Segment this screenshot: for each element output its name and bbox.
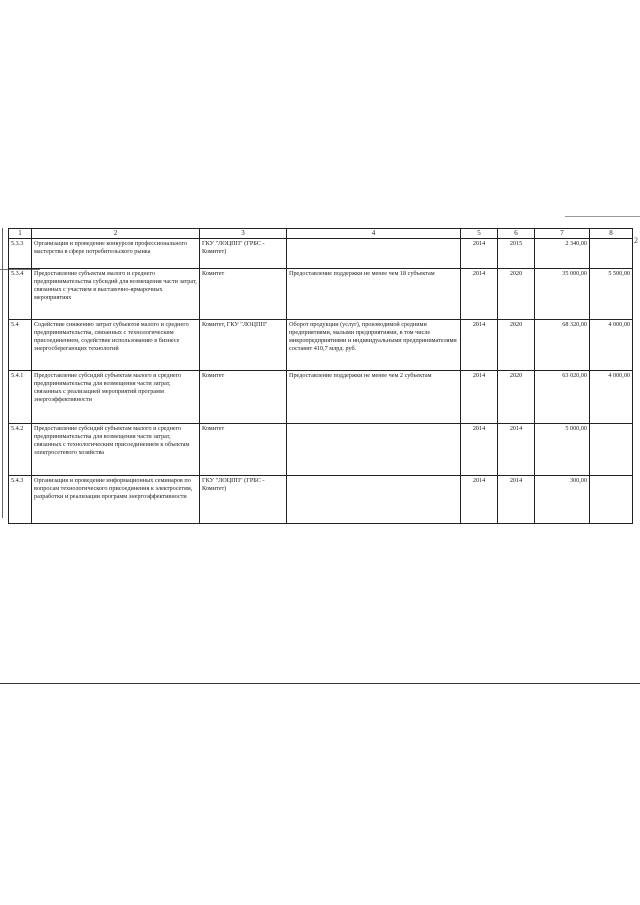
- indicator: [287, 239, 461, 269]
- table-row: [9, 424, 633, 476]
- measure-name: Предоставление субъектам малого и среднего предпринимательства субсидий для возмещения части затрат, связанных с участием в выставочно-ярмарочных мероприятиях: [32, 269, 200, 320]
- executor: Комитет: [200, 371, 287, 424]
- column-header: 4: [287, 229, 461, 239]
- row-number: 5.3.3: [9, 239, 32, 269]
- total-amount: 35 000,00: [535, 269, 590, 320]
- indicator: [287, 476, 461, 524]
- row-number: 5.3.4: [9, 269, 32, 320]
- measure-name: Организация и проведение конкурсов профессионального мастерства в сфере потребительского рынка: [32, 239, 200, 269]
- start-year: 2014: [461, 424, 498, 476]
- row-number: 5.4.3: [9, 476, 32, 524]
- end-year: 2020: [498, 269, 535, 320]
- measure-name: Предоставление субсидий субъектам малого и среднего предпринимательства для возмещения части затрат, связанных с технологическим присоединением к объектам электросетевого хозяйства: [32, 424, 200, 476]
- table-header-row: [9, 229, 633, 239]
- executor: ГКУ "ЛОЦПП" (ГРБС - Комитет): [200, 476, 287, 524]
- column-header: 5: [461, 229, 498, 239]
- margin-mark: 2: [634, 236, 638, 245]
- indicator: Оборот продукции (услуг), производимой средними предприятиями, малыми предприятиями, в том числе микропредприятиями и индивидуальными предпринимателями составит 410,7 млрд. руб.: [287, 320, 461, 371]
- end-year: 2014: [498, 476, 535, 524]
- column-header: 8: [590, 229, 633, 239]
- total-amount: 300,00: [535, 476, 590, 524]
- table-row: [9, 269, 633, 320]
- total-amount: 5 000,00: [535, 424, 590, 476]
- start-year: 2014: [461, 320, 498, 371]
- table-row: [9, 476, 633, 524]
- column-header: 1: [9, 229, 32, 239]
- column-header: 2: [32, 229, 200, 239]
- total-amount: 2 340,00: [535, 239, 590, 269]
- year-amount: [590, 476, 633, 524]
- end-year: 2014: [498, 424, 535, 476]
- executor: Комитет: [200, 424, 287, 476]
- column-header: 3: [200, 229, 287, 239]
- year-amount: [590, 239, 633, 269]
- measure-name: Содействие снижению затрат субъектов малого и среднего предпринимательства, связанных с технологическим присоединением, содействие использованию в бизнесе энергосберегающих технологий: [32, 320, 200, 371]
- row-number: 5.4.2: [9, 424, 32, 476]
- scan-artifact-line: [565, 216, 640, 217]
- end-year: 2020: [498, 371, 535, 424]
- table-row: [9, 320, 633, 371]
- column-header: 6: [498, 229, 535, 239]
- end-year: 2020: [498, 320, 535, 371]
- indicator: Предоставление поддержки не менее чем 18 субъектам: [287, 269, 461, 320]
- total-amount: 68 320,00: [535, 320, 590, 371]
- year-amount: 5 500,00: [590, 269, 633, 320]
- year-amount: 4 000,00: [590, 320, 633, 371]
- start-year: 2014: [461, 239, 498, 269]
- year-amount: [590, 424, 633, 476]
- scan-artifact-line: [0, 683, 640, 684]
- column-header: 7: [535, 229, 590, 239]
- row-number: 5.4.1: [9, 371, 32, 424]
- measure-name: Предоставление субсидий субъектам малого и среднего предпринимательства для возмещения части затрат, связанных с реализацией мероприятий программ энергоэффективности: [32, 371, 200, 424]
- indicator: [287, 424, 461, 476]
- executor: Комитет: [200, 269, 287, 320]
- row-number: 5.4: [9, 320, 32, 371]
- year-amount: 4 000,00: [590, 371, 633, 424]
- scan-artifact-vline: [2, 228, 3, 518]
- measure-name: Организация и проведение информационных семинаров по вопросам технологического присоединения к электросетям, разработки и реализации программ энергоэффективности: [32, 476, 200, 524]
- indicator: Предоставление поддержки не менее чем 2 субъектам: [287, 371, 461, 424]
- executor: ГКУ "ЛОЦПП" (ГРБС - Комитет): [200, 239, 287, 269]
- table-row: [9, 371, 633, 424]
- start-year: 2014: [461, 269, 498, 320]
- table-row: [9, 239, 633, 269]
- measures-table: [8, 228, 633, 524]
- total-amount: 63 020,00: [535, 371, 590, 424]
- end-year: 2015: [498, 239, 535, 269]
- executor: Комитет, ГКУ "ЛОЦПП": [200, 320, 287, 371]
- start-year: 2014: [461, 476, 498, 524]
- start-year: 2014: [461, 371, 498, 424]
